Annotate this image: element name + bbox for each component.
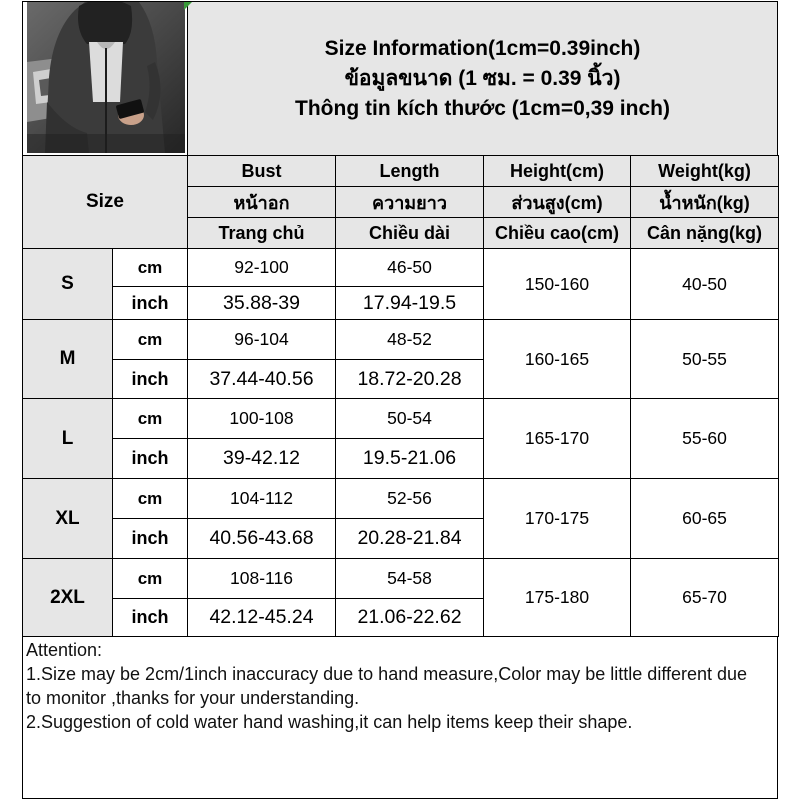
bust-cm-xl: 104-112: [188, 479, 336, 519]
green-corner-mark: [184, 2, 192, 10]
size-label-s: S: [23, 249, 113, 320]
product-photo: [27, 2, 185, 153]
length-inch-2xl: 21.06-22.62: [336, 599, 484, 637]
unit-inch-xl: inch: [113, 519, 188, 559]
height-header-vi: Chiều cao(cm): [484, 218, 631, 249]
size-label-l: L: [23, 399, 113, 479]
length-header-en: Length: [336, 156, 484, 187]
bust-inch-m: 37.44-40.56: [188, 360, 336, 399]
height-m: 160-165: [484, 320, 631, 399]
length-cm-xl: 52-56: [336, 479, 484, 519]
weight-header-en: Weight(kg): [631, 156, 779, 187]
weight-header-vi: Cân nặng(kg): [631, 218, 779, 249]
height-l: 165-170: [484, 399, 631, 479]
bust-header-vi: Trang chủ: [188, 218, 336, 249]
height-header-en: Height(cm): [484, 156, 631, 187]
length-inch-xl: 20.28-21.84: [336, 519, 484, 559]
size-label-2xl: 2XL: [23, 559, 113, 637]
chart-header-section: [22, 1, 778, 155]
unit-inch-2xl: inch: [113, 599, 188, 637]
bust-inch-s: 35.88-39: [188, 287, 336, 320]
table-row: [23, 559, 779, 599]
attention-notes: [22, 636, 778, 799]
length-cm-m: 48-52: [336, 320, 484, 360]
height-xl: 170-175: [484, 479, 631, 559]
bust-header-en: Bust: [188, 156, 336, 187]
unit-cm-xl: cm: [113, 479, 188, 519]
bust-inch-2xl: 42.12-45.24: [188, 599, 336, 637]
length-inch-l: 19.5-21.06: [336, 439, 484, 479]
bust-inch-xl: 40.56-43.68: [188, 519, 336, 559]
attention-line-1: 1.Size may be 2cm/1inch inaccuracy due to hand measure,Color may be little different due: [26, 664, 748, 684]
unit-inch-l: inch: [113, 439, 188, 479]
header-row-english: [23, 156, 779, 187]
unit-inch-s: inch: [113, 287, 188, 320]
unit-inch-m: inch: [113, 360, 188, 399]
table-row: [23, 399, 779, 439]
attention-line-3: 2.Suggestion of cold water hand washing,it can help items keep their shape.: [26, 712, 633, 732]
length-inch-s: 17.94-19.5: [336, 287, 484, 320]
bust-cm-m: 96-104: [188, 320, 336, 360]
size-label-m: M: [23, 320, 113, 399]
height-2xl: 175-180: [484, 559, 631, 637]
length-cm-l: 50-54: [336, 399, 484, 439]
length-inch-m: 18.72-20.28: [336, 360, 484, 399]
bust-cm-2xl: 108-116: [188, 559, 336, 599]
height-header-th: ส่วนสูง(cm): [484, 187, 631, 218]
weight-m: 50-55: [631, 320, 779, 399]
title-english: Size Information(1cm=0.39inch): [324, 36, 641, 60]
title-vietnamese: Thông tin kích thước (1cm=0,39 inch): [295, 96, 670, 120]
unit-cm-l: cm: [113, 399, 188, 439]
size-info-title: [188, 2, 777, 155]
size-column-header: Size: [23, 156, 188, 249]
bust-header-th: หน้าอก: [188, 187, 336, 218]
size-chart-table: [22, 155, 779, 637]
weight-s: 40-50: [631, 249, 779, 320]
height-s: 150-160: [484, 249, 631, 320]
unit-cm-2xl: cm: [113, 559, 188, 599]
length-header-vi: Chiều dài: [336, 218, 484, 249]
weight-2xl: 65-70: [631, 559, 779, 637]
attention-title: Attention:: [26, 640, 103, 660]
length-cm-2xl: 54-58: [336, 559, 484, 599]
table-row: [23, 320, 779, 360]
weight-xl: 60-65: [631, 479, 779, 559]
weight-header-th: น้ำหนัก(kg): [631, 187, 779, 218]
length-cm-s: 46-50: [336, 249, 484, 287]
photo-cell: [23, 2, 188, 155]
bust-cm-l: 100-108: [188, 399, 336, 439]
length-header-th: ความยาว: [336, 187, 484, 218]
table-row: [23, 479, 779, 519]
size-label-xl: XL: [23, 479, 113, 559]
title-thai: ข้อมูลขนาด (1 ซม. = 0.39 นิ้ว): [344, 66, 621, 90]
unit-cm-m: cm: [113, 320, 188, 360]
table-row: [23, 249, 779, 287]
bust-inch-l: 39-42.12: [188, 439, 336, 479]
weight-l: 55-60: [631, 399, 779, 479]
unit-cm-s: cm: [113, 249, 188, 287]
attention-line-2: to monitor ,thanks for your understanding.: [26, 688, 360, 708]
bust-cm-s: 92-100: [188, 249, 336, 287]
